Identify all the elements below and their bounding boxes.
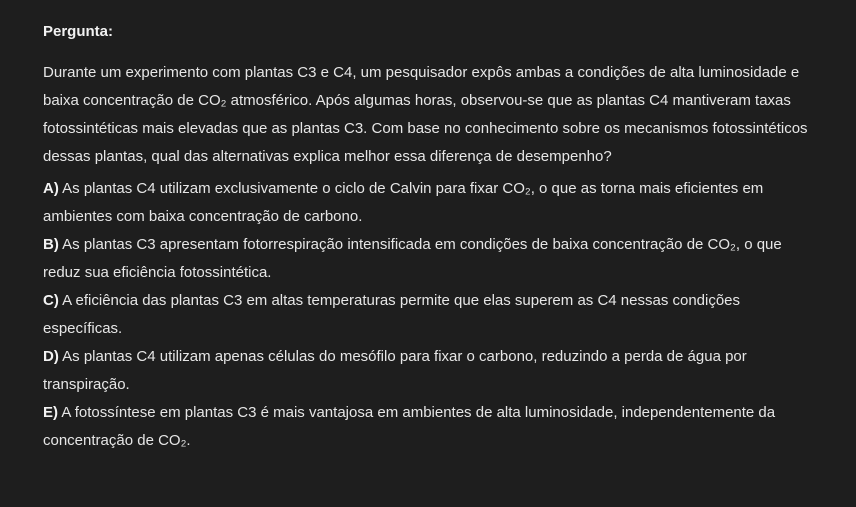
option-d [43,343,816,399]
option-a [43,175,816,231]
option-letter: B) [43,236,59,253]
option-text: A fotossíntese em plantas C3 é mais vantajosa em ambientes de alta luminosidade, independentemente da concentração de CO₂. [43,404,776,449]
option-text: A eficiência das plantas C3 em altas temperaturas permite que elas superem as C4 nessas condições específicas. [43,292,741,337]
option-letter: C) [43,292,59,309]
option-letter: E) [43,404,58,421]
option-text: As plantas C4 utilizam exclusivamente o ciclo de Calvin para fixar CO₂, o que as torna mais eficientes em ambientes com baixa concentração de carbono. [43,180,764,225]
option-letter: A) [43,180,59,197]
question-text: Durante um experimento com plantas C3 e C4, um pesquisador expôs ambas a condições de alta luminosidade e baixa concentração de CO₂ atmosférico. Após algumas horas, observou-se que as plantas C4 mantiveram taxas fotossintéticas mais elevadas que as plantas C3. Com base no conhecimento sobre os mecanismos fotossintéticos dessas plantas, qual das alternativas explica melhor essa diferença de desempenho? [43,64,808,165]
option-letter: D) [43,348,59,365]
option-c [43,287,816,343]
option-text: As plantas C3 apresentam fotorrespiração intensificada em condições de baixa concentração de CO₂, o que reduz sua eficiência fotossintética. [43,236,782,281]
option-text: As plantas C4 utilizam apenas células do mesófilo para fixar o carbono, reduzindo a perda de água por transpiração. [43,348,747,393]
options-list [43,175,816,455]
option-b [43,231,816,287]
question-heading: Pergunta: [43,23,114,40]
option-e [43,399,816,455]
